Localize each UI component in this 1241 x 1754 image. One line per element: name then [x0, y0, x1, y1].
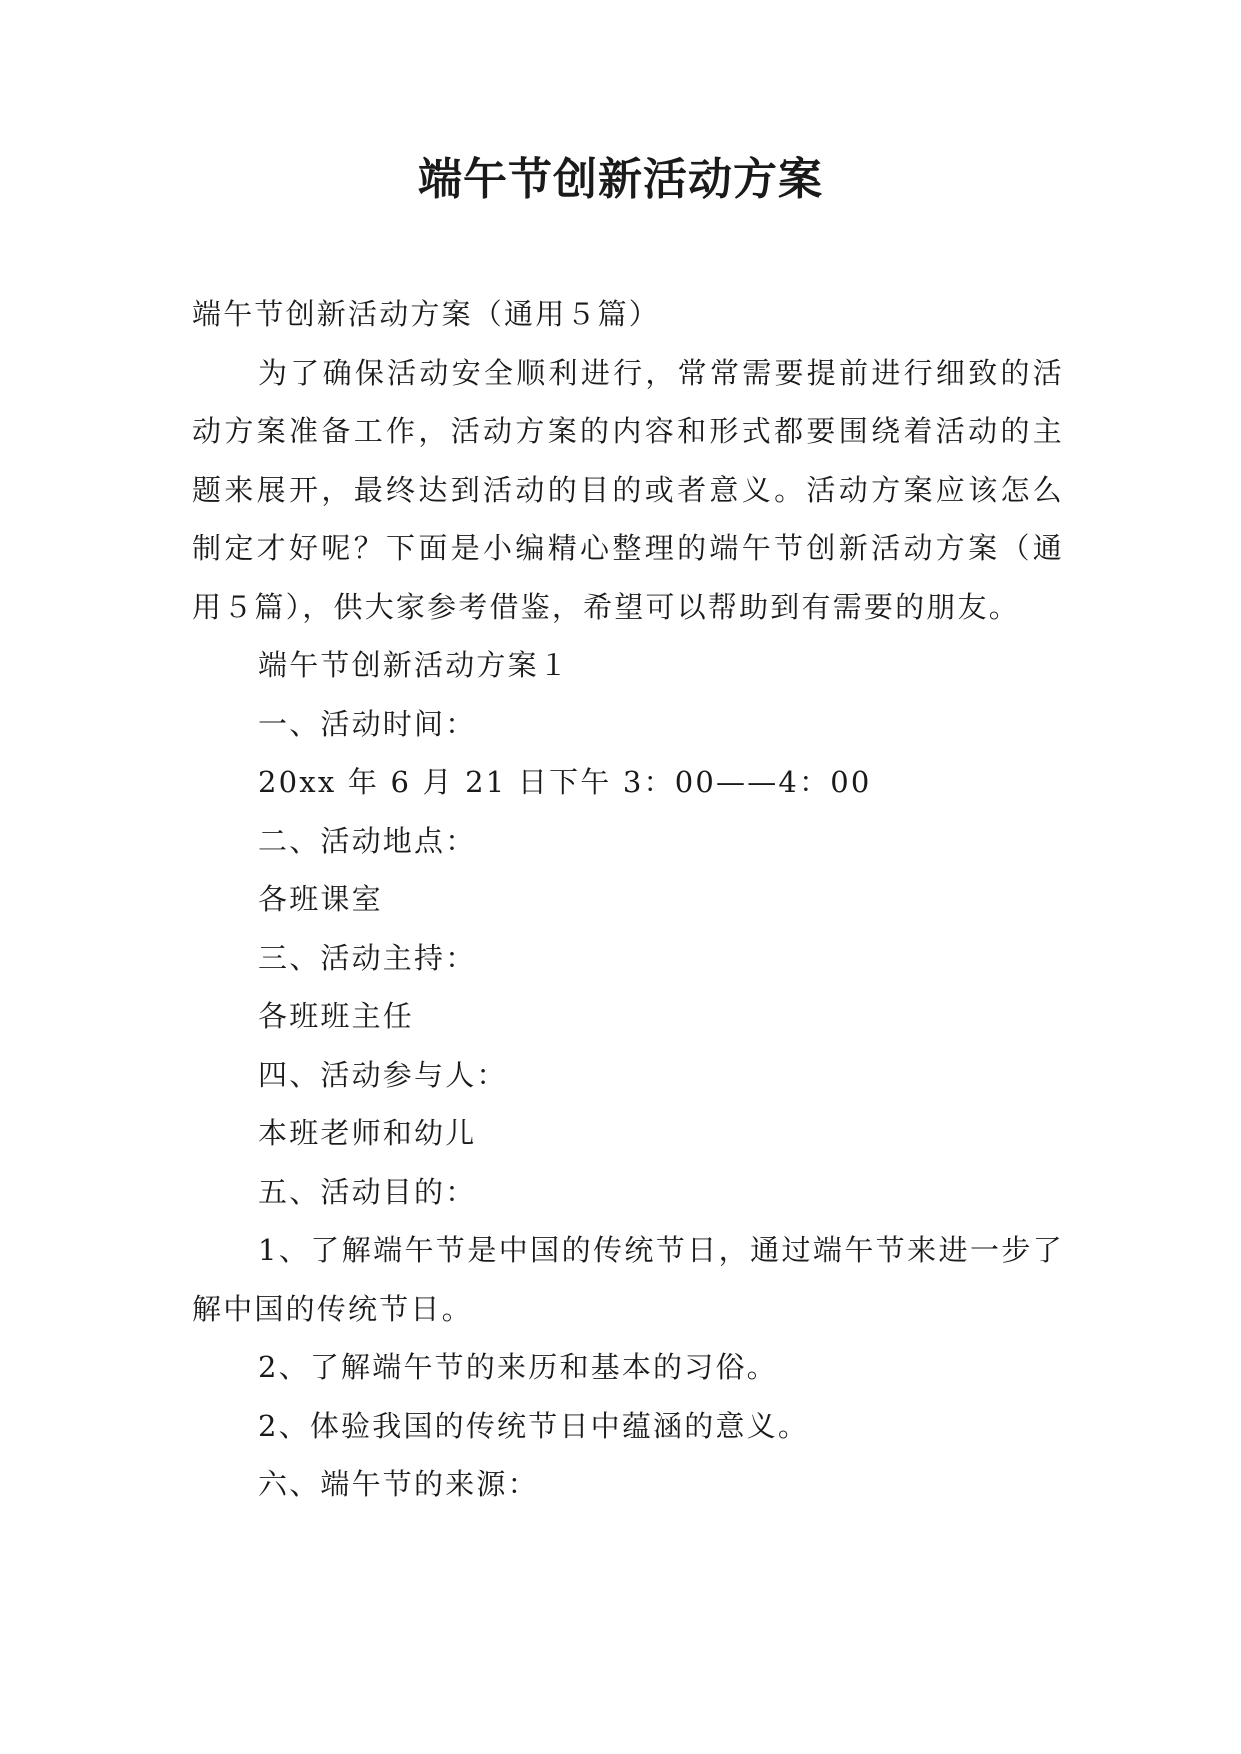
activity-time-value: 20xx 年 6 月 21 日下午 3：00——4：00 — [258, 765, 872, 799]
goal-item-3: 2、体验我国的传统节日中蕴涵的意义。 — [258, 1408, 810, 1443]
activity-host-heading: 三、活动主持： — [258, 940, 477, 975]
goal-item-2: 2、了解端午节的来历和基本的习俗。 — [258, 1350, 778, 1384]
activity-participants-value: 本班老师和幼儿 — [258, 1116, 477, 1150]
activity-location-heading: 二、活动地点： — [258, 823, 477, 858]
section-heading: 端午节创新活动方案１ — [258, 648, 571, 682]
activity-participants-heading: 四、活动参与人： — [258, 1057, 508, 1092]
document-title: 端午节创新活动方案 — [418, 154, 823, 205]
activity-host-value: 各班班主任 — [258, 999, 415, 1033]
document-subtitle: 端午节创新活动方案（通用５篇） — [192, 297, 661, 331]
intro-paragraph: 为了确保活动安全顺利进行，常常需要提前进行细致的活动方案准备工作，活动方案的内容和形式都要围绕着活动的主题来展开，最终达到活动的目的或者意义。活动方案应该怎么制定才好呢？下面是小编精心整理的端午节创新活动方案（通用５篇），供大家参考借鉴，希望可以帮助到有需要的朋友。 — [192, 355, 1064, 624]
origin-heading: 六、端午节的来源： — [258, 1467, 539, 1501]
activity-location-value: 各班课室 — [258, 882, 383, 916]
activity-goals-heading: 五、活动目的： — [258, 1174, 477, 1209]
goal-item-1: 1、了解端午节是中国的传统节日，通过端午节来进一步了解中国的传统节日。 — [192, 1233, 1064, 1326]
activity-time-heading: 一、活动时间： — [258, 706, 477, 741]
document-body — [192, 285, 1064, 1514]
